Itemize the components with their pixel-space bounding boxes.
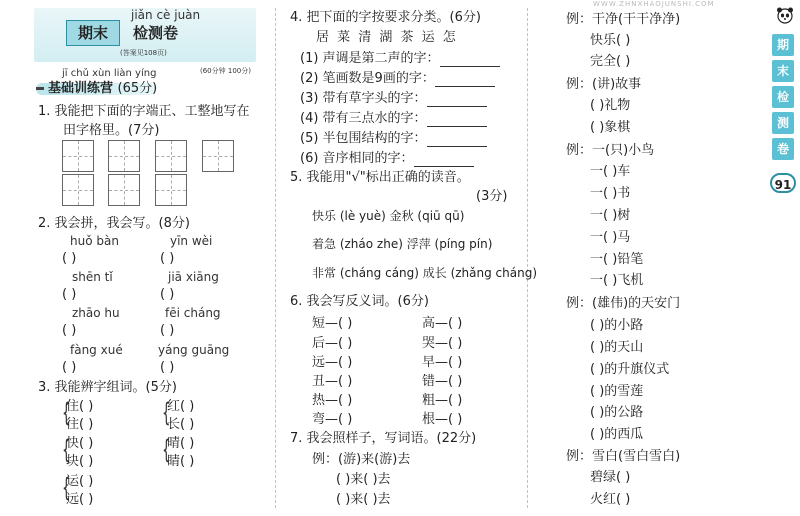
watermark: WWW.ZHNXHAOJUNSHI.COM bbox=[593, 0, 715, 8]
q6-answer[interactable]: 远—( ) bbox=[312, 355, 353, 370]
q4-item bbox=[300, 51, 500, 67]
q4-chars: 居 菜 清 湖 茶 运 怎 bbox=[316, 30, 458, 45]
tianzige-box[interactable] bbox=[155, 140, 187, 172]
dash-icon bbox=[36, 87, 44, 90]
sidebar-tab: 检 bbox=[772, 86, 794, 108]
tianzige-box[interactable] bbox=[155, 174, 187, 206]
q4-item-text: (3) 带有草字头的字： bbox=[300, 91, 427, 106]
q2-pinyin: fēi cháng bbox=[165, 306, 221, 320]
q2-pinyin: yīn wèi bbox=[170, 234, 213, 248]
answer-line[interactable] bbox=[414, 154, 474, 167]
q2-pinyin: yáng guāng bbox=[158, 343, 230, 357]
q3-answer[interactable]: 块( ) bbox=[66, 454, 94, 469]
c3-example: 例：(雄伟)的天安门 bbox=[566, 296, 681, 311]
header-pinyin: jiǎn cè juàn bbox=[131, 8, 201, 22]
answer-line[interactable] bbox=[427, 134, 487, 147]
q7-answer[interactable]: ( )来( )去 bbox=[336, 472, 391, 487]
q6-answer[interactable]: 根—( ) bbox=[422, 412, 463, 427]
q3-answer[interactable]: 远( ) bbox=[66, 492, 94, 507]
q4-item-text: (1) 声调是第二声的字： bbox=[300, 51, 440, 66]
c3-answer[interactable]: 一( )书 bbox=[590, 186, 631, 201]
q6-answer[interactable]: 早—( ) bbox=[422, 355, 463, 370]
c3-answer[interactable]: ( )的天山 bbox=[590, 340, 644, 355]
answer-line[interactable] bbox=[427, 114, 487, 127]
q4-item-text: (2) 笔画数是9画的字： bbox=[300, 71, 435, 86]
q3-answer[interactable]: 运( ) bbox=[66, 474, 94, 489]
c3-answer[interactable]: 一( )马 bbox=[590, 230, 631, 245]
q7-answer[interactable]: ( )来( )去 bbox=[336, 492, 391, 507]
q2-answer-blank[interactable]: ( ) bbox=[160, 251, 175, 266]
c3-answer[interactable]: 完全( ) bbox=[590, 54, 631, 69]
c3-answer[interactable]: 一( )树 bbox=[590, 208, 631, 223]
q6-answer[interactable]: 粗—( ) bbox=[422, 393, 463, 408]
c3-answer[interactable]: ( )的小路 bbox=[590, 318, 644, 333]
brace-icon: { bbox=[162, 435, 171, 465]
sidebar-tab: 末 bbox=[772, 60, 794, 82]
c3-answer[interactable]: ( )的西瓜 bbox=[590, 427, 644, 442]
q4-item bbox=[300, 71, 495, 87]
q2-label: 2. 我会拼，我会写。(8分) bbox=[38, 216, 190, 231]
q2-answer-blank[interactable]: ( ) bbox=[160, 360, 175, 375]
tianzige-box[interactable] bbox=[62, 174, 94, 206]
tianzige-box[interactable] bbox=[108, 140, 140, 172]
q4-label: 4. 把下面的字按要求分类。(6分) bbox=[290, 10, 481, 25]
q6-label: 6. 我会写反义词。(6分) bbox=[290, 294, 429, 309]
c3-answer[interactable]: ( )的升旗仪式 bbox=[590, 362, 670, 377]
q6-answer[interactable]: 哭—( ) bbox=[422, 336, 463, 351]
q4-item bbox=[300, 91, 487, 107]
q2-pinyin: jiā xiāng bbox=[168, 270, 219, 284]
c3-answer[interactable]: 快乐( ) bbox=[590, 33, 631, 48]
q2-pinyin: fàng xué bbox=[70, 343, 123, 357]
q3-answer[interactable]: 长( ) bbox=[167, 417, 195, 432]
c3-answer[interactable]: 火红( ) bbox=[590, 492, 631, 507]
c3-answer[interactable]: ( )礼物 bbox=[590, 98, 631, 113]
q2-answer-blank[interactable]: ( ) bbox=[62, 323, 77, 338]
q3-answer[interactable]: 红( ) bbox=[167, 399, 195, 414]
c3-example: 例：雪白(雪白雪白) bbox=[566, 449, 681, 464]
q1-line2: 田字格里。(7分) bbox=[63, 123, 160, 138]
brace-icon: { bbox=[62, 473, 71, 503]
q7-label: 7. 我会照样子，写词语。(22分) bbox=[290, 431, 477, 446]
q6-answer[interactable]: 后—( ) bbox=[312, 336, 353, 351]
q4-item-text: (6) 音序相同的字： bbox=[300, 151, 414, 166]
c3-answer[interactable]: ( )的雪莲 bbox=[590, 384, 644, 399]
header-badge: 期末 bbox=[66, 20, 120, 46]
q5-score: (3分) bbox=[476, 189, 508, 204]
q6-answer[interactable]: 错—( ) bbox=[422, 374, 463, 389]
q5-label: 5. 我能用"√"标出正确的读音。 bbox=[290, 170, 470, 185]
c3-answer[interactable]: 碧绿( ) bbox=[590, 470, 631, 485]
c3-answer[interactable]: 一( )铅笔 bbox=[590, 252, 644, 267]
q3-answer[interactable]: 睛( ) bbox=[167, 454, 195, 469]
q2-answer-blank[interactable]: ( ) bbox=[62, 287, 77, 302]
column-divider bbox=[275, 8, 276, 508]
q2-answer-blank[interactable]: ( ) bbox=[62, 251, 77, 266]
c3-example: 例：一(只)小鸟 bbox=[566, 143, 655, 158]
time-score: (60分钟 100分) bbox=[200, 67, 251, 75]
q4-item bbox=[300, 111, 487, 127]
answer-line[interactable] bbox=[440, 54, 500, 67]
answer-line[interactable] bbox=[427, 94, 487, 107]
brace-icon: { bbox=[62, 398, 71, 428]
sidebar-tab: 期 bbox=[772, 34, 794, 56]
q6-answer[interactable]: 弯—( ) bbox=[312, 412, 353, 427]
q2-pinyin: shēn tǐ bbox=[72, 270, 113, 284]
q2-answer-blank[interactable]: ( ) bbox=[160, 287, 175, 302]
sidebar-tab: 测 bbox=[772, 112, 794, 134]
q6-answer[interactable]: 热—( ) bbox=[312, 393, 353, 408]
brace-icon: { bbox=[62, 435, 71, 465]
q5-row[interactable]: 着急 (zháo zhe) 浮萍 (píng pín) bbox=[312, 237, 493, 251]
q6-answer[interactable]: 丑—( ) bbox=[312, 374, 353, 389]
q3-answer[interactable]: 晴( ) bbox=[167, 436, 195, 451]
c3-example: 例：干净(干干净净) bbox=[566, 12, 681, 27]
q7-example: 例：(游)来(游)去 bbox=[312, 452, 411, 467]
q6-answer[interactable]: 高—( ) bbox=[422, 316, 463, 331]
section-score: (65分) bbox=[117, 81, 158, 96]
c3-answer[interactable]: 一( )飞机 bbox=[590, 273, 644, 288]
brace-icon: { bbox=[162, 398, 171, 428]
q5-row[interactable]: 非常 (cháng cáng) 成长 (zhǎng cháng) bbox=[312, 266, 538, 280]
q3-answer[interactable]: 住( ) bbox=[66, 399, 94, 414]
q6-answer[interactable]: 短—( ) bbox=[312, 316, 353, 331]
q1-line1: 1. 我能把下面的字端正、工整地写在 bbox=[38, 104, 250, 119]
answer-reference: (答案见108页) bbox=[120, 49, 167, 57]
panda-icon bbox=[776, 6, 794, 24]
section-title-text: 基础训练营 bbox=[48, 81, 114, 96]
column-divider bbox=[527, 8, 528, 508]
tianzige-box[interactable] bbox=[202, 140, 234, 172]
q4-item-text: (4) 带有三点水的字： bbox=[300, 111, 427, 126]
section-title bbox=[36, 81, 157, 97]
c3-answer[interactable]: ( )象棋 bbox=[590, 120, 631, 135]
c3-answer[interactable]: ( )的公路 bbox=[590, 405, 644, 420]
tianzige-box[interactable] bbox=[108, 174, 140, 206]
q4-item bbox=[300, 151, 474, 167]
q3-answer[interactable]: 快( ) bbox=[66, 436, 94, 451]
section-pinyin: jī chǔ xùn liàn yíng bbox=[62, 68, 157, 79]
answer-line[interactable] bbox=[435, 74, 495, 87]
sidebar-tab: 卷 bbox=[772, 138, 794, 160]
q2-pinyin: zhāo hu bbox=[72, 306, 120, 320]
header-title: 检测卷 bbox=[133, 24, 179, 42]
q5-row[interactable]: 快乐 (lè yuè) 金秋 (qiū qū) bbox=[312, 209, 465, 223]
q4-item-text: (5) 半包围结构的字： bbox=[300, 131, 427, 146]
tianzige-box[interactable] bbox=[62, 140, 94, 172]
c3-answer[interactable]: 一( )车 bbox=[590, 164, 631, 179]
q4-item bbox=[300, 131, 487, 147]
c3-example: 例：(讲)故事 bbox=[566, 77, 642, 92]
page-number: 91 bbox=[770, 173, 796, 193]
q2-answer-blank[interactable]: ( ) bbox=[160, 323, 175, 338]
q3-answer[interactable]: 往( ) bbox=[66, 417, 94, 432]
q2-pinyin: huǒ bàn bbox=[70, 234, 119, 248]
q3-label: 3. 我能辨字组词。(5分) bbox=[38, 380, 177, 395]
q2-answer-blank[interactable]: ( ) bbox=[62, 360, 77, 375]
